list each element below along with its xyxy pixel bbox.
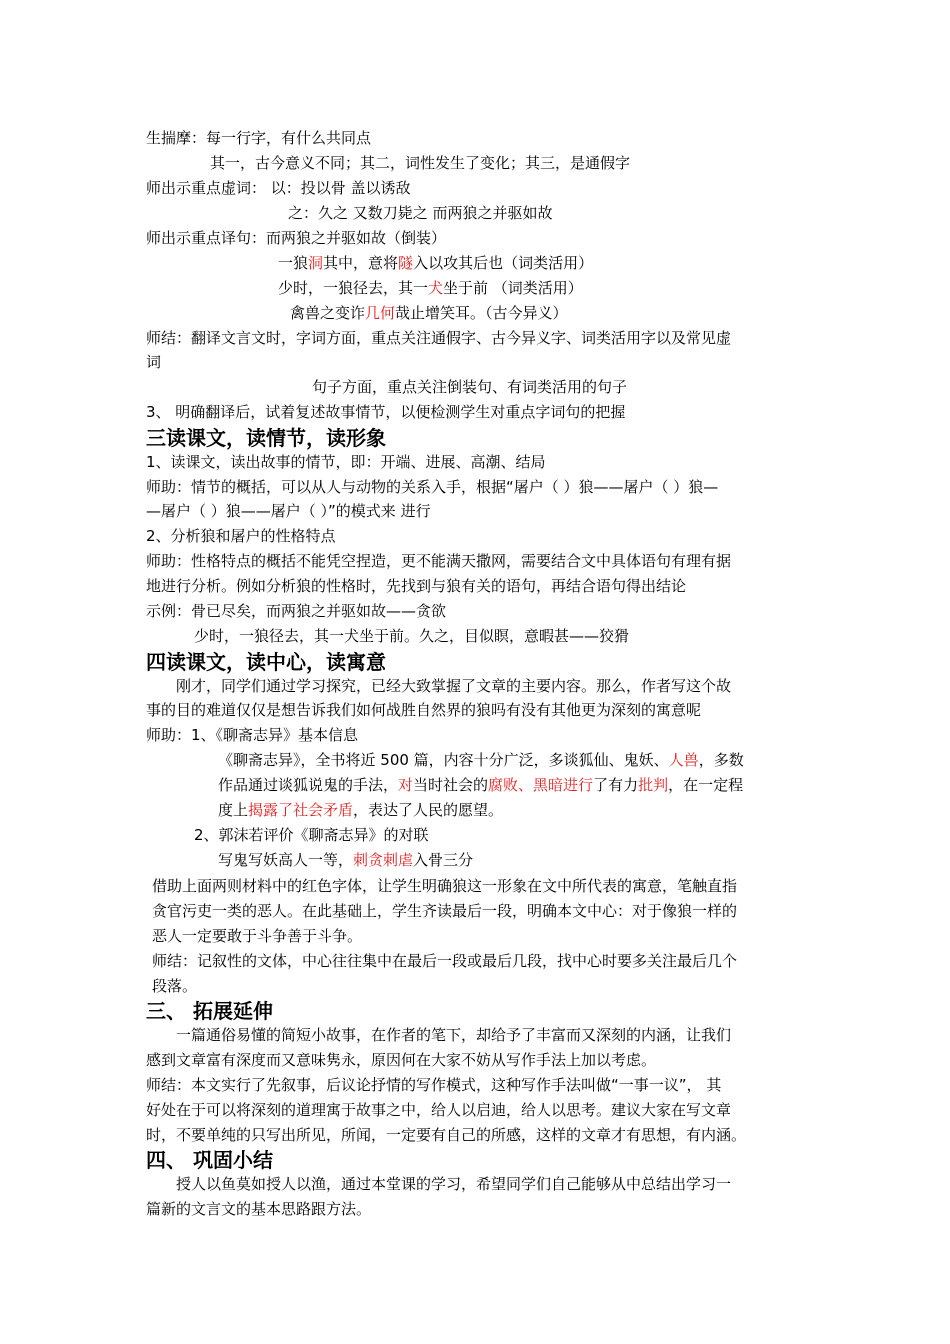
- text-line: 一篇通俗易懂的简短小故事，在作者的笔下，却给予了丰富而又深刻的内涵，让我们: [176, 1026, 732, 1044]
- text-line: 之：久之 又数刀毙之 而两狼之并驱如故: [288, 204, 553, 222]
- highlight-word: 批判: [638, 776, 669, 794]
- text-span: ，多数: [698, 751, 744, 769]
- text-span: 禽兽之变诈: [290, 304, 366, 322]
- text-line: 1、读课文，读出故事的情节，即：开端、进展、高潮、结局: [146, 453, 546, 471]
- text-line: 事的目的难道仅仅是想告诉我们如何战胜自然界的狼吗有没有其他更为深刻的寓意呢: [146, 701, 702, 719]
- text-line: 好处在于可以将深刻的道理寓于故事之中，给人以启迪，给人以思考。建议大家在写文章: [146, 1101, 732, 1119]
- text-span: ，在一定程: [668, 776, 744, 794]
- section-heading: 四读课文，读中心，读寓意: [146, 650, 386, 674]
- text-line: 少时，一狼径去，其一犬坐于前。久之，目似瞑，意暇甚——狡猾: [194, 627, 630, 645]
- text-span: 一狼: [278, 254, 309, 272]
- highlight-word: 刺贪刺虐: [353, 851, 414, 869]
- text-span: 写鬼写妖高人一等，: [218, 851, 354, 869]
- text-line: [218, 750, 744, 770]
- text-span: 作品通过谈狐说鬼的手法，: [218, 776, 399, 794]
- text-line: [278, 278, 583, 298]
- text-line: 2、郭沫若评价《聊斋志异》的对联: [194, 826, 429, 844]
- highlight-word: 洞: [308, 254, 324, 272]
- highlight-word: 人兽: [668, 751, 699, 769]
- highlight-word: 隧: [398, 254, 414, 272]
- text-line: 2、分析狼和屠户的性格特点: [146, 527, 336, 545]
- highlight-word: 几何: [365, 304, 396, 322]
- text-line: 贪官污吏一类的恶人。在此基础上，学生齐读最后一段，明确本文中心：对于像狼一样的: [152, 902, 738, 920]
- text-line: 师结：翻译文言文时，字词方面，重点关注通假字、古今异义字、词类活用字以及常见虚: [146, 329, 732, 347]
- highlight-word: 对: [398, 776, 414, 794]
- highlight-word: 犬: [428, 279, 444, 297]
- text-line: 篇新的文言文的基本思路跟方法。: [146, 1200, 372, 1218]
- text-line: 师助：1、《聊斋志异》基本信息: [146, 726, 359, 744]
- text-line: [218, 775, 743, 795]
- text-line: 示例：骨已尽矣，而两狼之并驱如故——贪欲: [146, 602, 447, 620]
- text-line: 借助上面两则材料中的红色字体，让学生明确狼这一形象在文中所代表的寓意，笔触直指: [152, 877, 738, 895]
- text-span: 少时，一狼径去，其一: [278, 279, 429, 297]
- text-line: [218, 800, 503, 820]
- text-line: 其一，古今意义不同；其二，词性发生了变化；其三，是通假字: [210, 154, 631, 172]
- text-line: 时，不要单纯的只写出所见，所闻，一定要有自己的所感，这样的文章才有思想，有内涵。: [146, 1126, 747, 1144]
- section-heading: 三、 拓展延伸: [146, 999, 273, 1023]
- text-line: 师助：情节的概括，可以从人与动物的关系入手，根据“屠户（ ）狼——屠户（ ）狼—: [146, 478, 719, 496]
- section-heading: 三读课文，读情节，读形象: [146, 426, 386, 450]
- text-span: 《聊斋志异》，全书将近 500 篇，内容十分广泛，多谈狐仙、鬼妖、: [218, 751, 669, 769]
- text-span: 入骨三分: [413, 851, 474, 869]
- text-span: 入以攻其后也（词类活用）: [413, 254, 594, 272]
- text-line: [278, 253, 593, 273]
- text-line: 刚才，同学们通过学习探究，已经大致掌握了文章的主要内容。那么，作者写这个故: [176, 677, 732, 695]
- section-heading: 四、 巩固小结: [146, 1148, 273, 1172]
- text-span: 了有力: [593, 776, 639, 794]
- text-line: 师出示重点虚词： 以：投以骨 盖以诱敌: [146, 179, 411, 197]
- text-line: 3、 明确翻译后，试着复述故事情节，以便检测学生对重点字词句的把握: [146, 403, 626, 421]
- text-line: 句子方面，重点关注倒装句、有词类活用的句子: [312, 378, 628, 396]
- text-line: 词: [146, 353, 162, 371]
- text-line: 恶人一定要敢于斗争善于斗争。: [152, 927, 363, 945]
- text-line: 段落。: [152, 977, 198, 995]
- highlight-word: 揭露了社会矛盾: [248, 801, 354, 819]
- highlight-word: 腐败、黑暗进行: [488, 776, 594, 794]
- text-line: —屠户（ ）狼——屠户（ ）”的模式来 进行: [146, 502, 431, 520]
- text-span: 其中，意将: [323, 254, 399, 272]
- text-line: [218, 850, 473, 870]
- text-span: ，表达了人民的愿望。: [353, 801, 504, 819]
- text-line: 生揣摩：每一行字，有什么共同点: [146, 129, 372, 147]
- text-line: 师结：记叙性的文体，中心往往集中在最后一段或最后几段，找中心时要多关注最后几个: [152, 952, 738, 970]
- text-line: 师结：本文实行了先叙事，后议论抒情的写作模式，这种写作手法叫做“一事一议”， 其: [146, 1076, 722, 1094]
- text-line: [290, 303, 568, 323]
- text-line: 授人以鱼莫如授人以渔，通过本堂课的学习，希望同学们自己能够从中总结出学习一: [176, 1175, 732, 1193]
- text-span: 坐于前 （词类活用）: [443, 279, 583, 297]
- text-span: 当时社会的: [413, 776, 489, 794]
- text-line: 师助：性格特点的概括不能凭空捏造，更不能满天撒网，需要结合文中具体语句有理有据: [146, 552, 732, 570]
- text-span: 哉止增笑耳。（古今异义）: [395, 304, 568, 322]
- text-line: 感到文章富有深度而又意味隽永，原因何在大家不妨从写作手法上加以考虑。: [146, 1051, 657, 1069]
- text-line: 师出示重点译句：而两狼之并驱如故（倒装）: [146, 229, 447, 247]
- text-span: 度上: [218, 801, 249, 819]
- text-line: 地进行分析。例如分析狼的性格时，先找到与狼有关的语句，再结合语句得出结论: [146, 577, 687, 595]
